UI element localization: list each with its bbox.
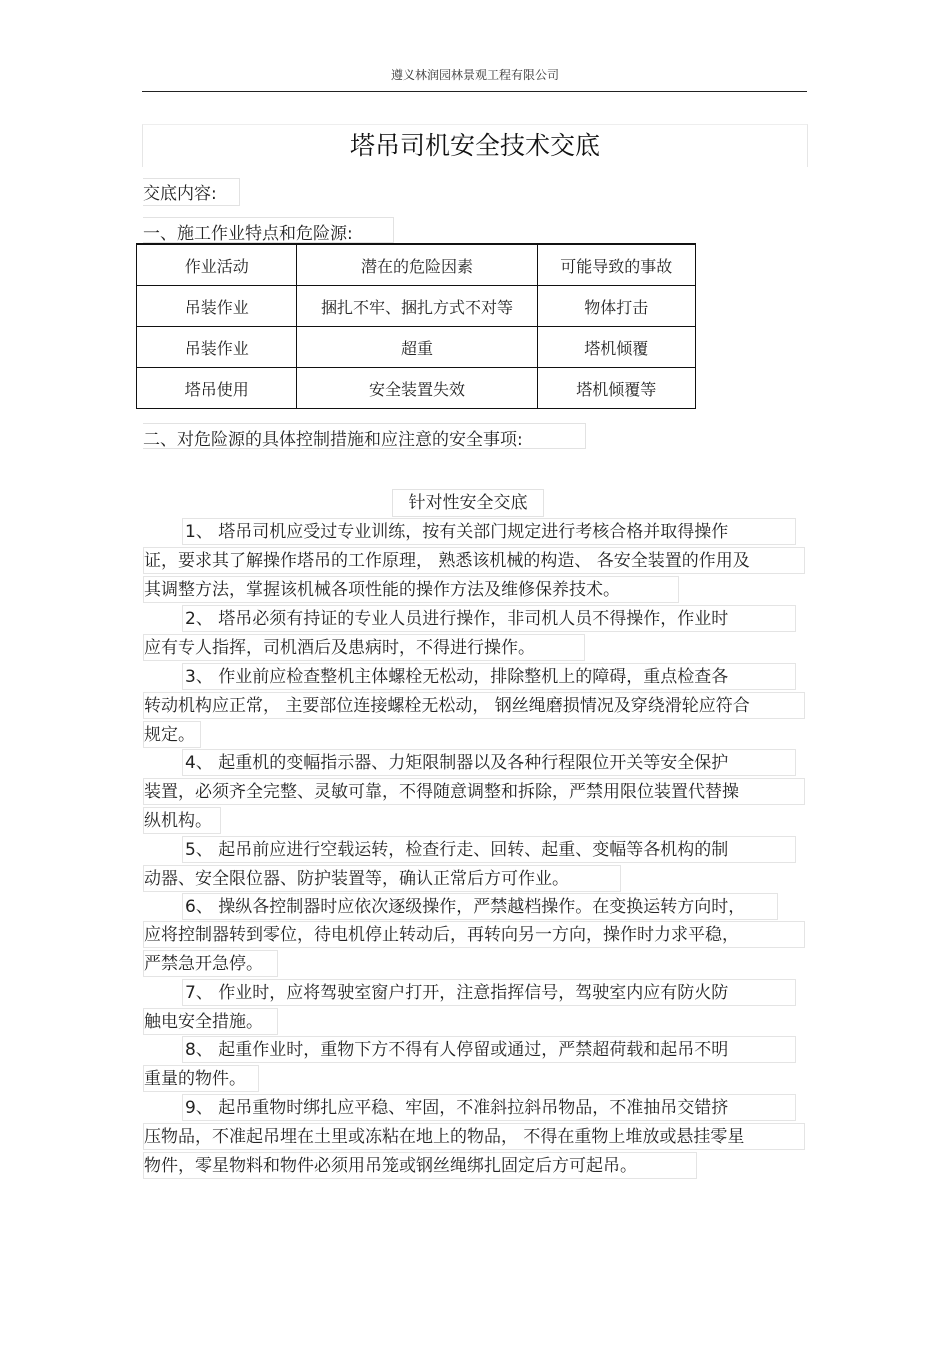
item-line: 装置，必须齐全完整、灵敏可靠，不得随意调整和拆除，严禁用限位装置代替操 xyxy=(143,778,805,805)
item-line: 触电安全措施。 xyxy=(143,1008,278,1035)
table-header-row xyxy=(137,244,696,286)
item-line: 5、 起吊前应进行空载运转，检查行走、回转、起重、变幅等各机构的制 xyxy=(182,836,796,863)
item-line: 物件，零星物料和物件必须用吊笼或钢丝绳绑扎固定后方可起吊。 xyxy=(143,1152,697,1179)
table-cell: 安全装置失效 xyxy=(297,368,537,409)
document-title: 塔吊司机安全技术交底 xyxy=(349,131,600,160)
item-line: 2、 塔吊必须有持证的专业人员进行操作，非司机人员不得操作，作业时 xyxy=(182,605,796,632)
company-header: 遵义林润园林景观工程有限公司 xyxy=(390,68,559,82)
item-line: 4、 起重机的变幅指示器、力矩限制器以及各种行程限位开关等安全保护 xyxy=(182,749,796,776)
item-line: 纵机构。 xyxy=(143,807,221,834)
section1-frame xyxy=(143,217,394,243)
section2-frame xyxy=(143,423,586,449)
table-cell: 吊装作业 xyxy=(137,286,297,327)
item-line: 应将控制器转到零位，待电机停止转动后，再转向另一方向，操作时力求平稳， xyxy=(143,921,805,948)
item-line: 规定。 xyxy=(143,721,201,748)
item-line: 6、 操纵各控制器时应依次逐级操作，严禁越档操作。在变换运转方向时， xyxy=(182,893,778,920)
item-line: 1、 塔吊司机应受过专业训练，按有关部门规定进行考核合格并取得操作 xyxy=(182,518,796,545)
table-row xyxy=(137,368,696,409)
item-line: 8、 起重作业时，重物下方不得有人停留或通过，严禁超荷载和起吊不明 xyxy=(182,1036,796,1063)
intro-frame xyxy=(143,178,240,206)
item-line: 证，要求其了解操作塔吊的工作原理， 熟悉该机械的构造、 各安全装置的作用及 xyxy=(143,547,805,574)
table-cell: 物体打击 xyxy=(537,286,695,327)
sub-title: 针对性安全交底 xyxy=(392,489,544,517)
hazard-table xyxy=(136,243,696,409)
item-line: 应有专人指挥，司机酒后及患病时，不得进行操作。 xyxy=(143,634,585,661)
section2-title: 二、对危险源的具体控制措施和应注意的安全事项: xyxy=(143,430,523,450)
table-cell: 捆扎不牢、捆扎方式不对等 xyxy=(297,286,537,327)
item-line: 3、 作业前应检查整机主体螺栓无松动，排除整机上的障碍，重点检查各 xyxy=(182,663,796,690)
item-line: 动器、安全限位器、防护装置等，确认正常后方可作业。 xyxy=(143,865,621,892)
item-line: 重量的物件。 xyxy=(143,1065,259,1092)
table-cell: 超重 xyxy=(297,327,537,368)
table-cell: 塔机倾覆等 xyxy=(537,368,695,409)
table-cell: 塔机倾覆 xyxy=(537,327,695,368)
intro-label: 交底内容: xyxy=(143,184,217,204)
table-header-cell: 作业活动 xyxy=(137,244,297,286)
item-line: 严禁急开急停。 xyxy=(143,950,278,977)
table-row xyxy=(137,327,696,368)
section1-title: 一、施工作业特点和危险源: xyxy=(143,224,353,244)
header-divider xyxy=(142,91,807,92)
item-line: 转动机构应正常， 主要部位连接螺栓无松动， 钢丝绳磨损情况及穿绕滑轮应符合 xyxy=(143,692,805,719)
table-row xyxy=(137,286,696,327)
table-header-cell: 潜在的危险因素 xyxy=(297,244,537,286)
item-line: 压物品，不准起吊埋在土里或冻粘在地上的物品， 不得在重物上堆放或悬挂零星 xyxy=(143,1123,805,1150)
table-cell: 塔吊使用 xyxy=(137,368,297,409)
item-line: 7、 作业时，应将驾驶室窗户打开，注意指挥信号，驾驶室内应有防火防 xyxy=(182,979,796,1006)
item-line: 其调整方法，掌握该机械各项性能的操作方法及维修保养技术。 xyxy=(143,576,679,603)
item-line: 9、 起吊重物时绑扎应平稳、牢固，不准斜拉斜吊物品，不准抽吊交错挤 xyxy=(182,1094,796,1121)
table-header-cell: 可能导致的事故 xyxy=(537,244,695,286)
table-cell: 吊装作业 xyxy=(137,327,297,368)
